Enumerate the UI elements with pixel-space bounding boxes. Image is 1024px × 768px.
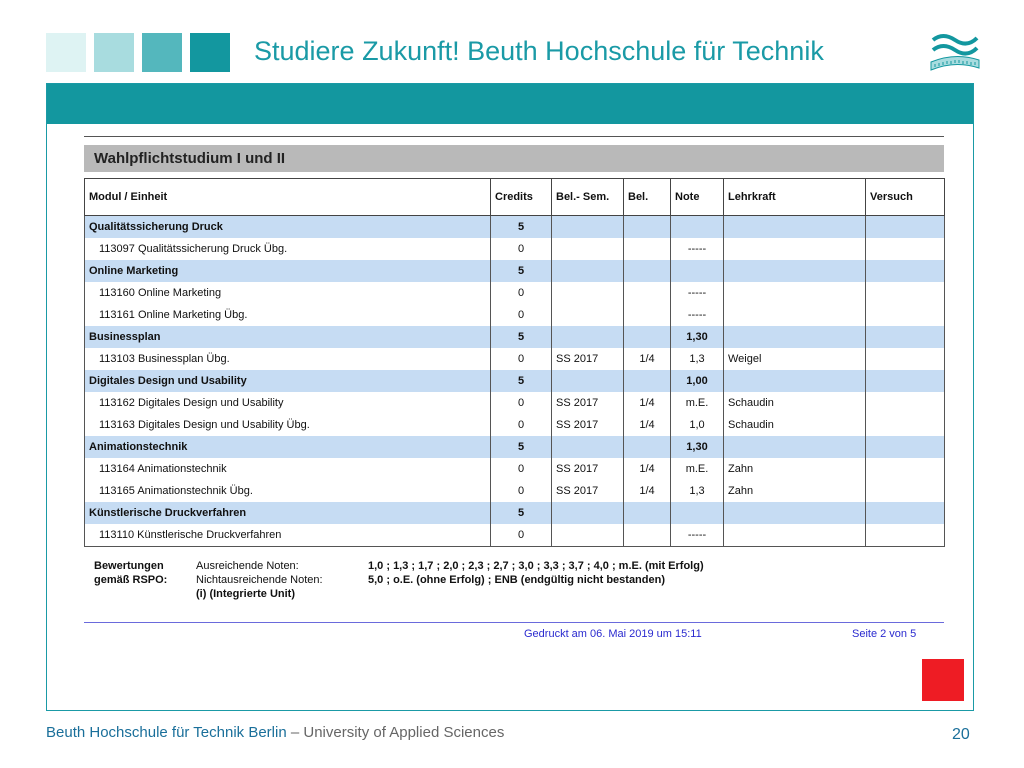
cell-bel [624, 216, 671, 239]
cell-attempt [866, 414, 945, 436]
col-header-credits: Credits [491, 179, 552, 216]
cell-semester: SS 2017 [552, 480, 624, 502]
cell-attempt [866, 502, 945, 524]
cell-teacher [724, 502, 866, 524]
cell-semester: SS 2017 [552, 458, 624, 480]
cell-note: ----- [671, 282, 724, 304]
cell-bel: 1/4 [624, 480, 671, 502]
module-row [85, 326, 945, 348]
cell-name: 113161 Online Marketing Übg. [85, 304, 491, 326]
cell-teacher [724, 436, 866, 458]
header-square-2 [94, 33, 134, 72]
cell-semester [552, 304, 624, 326]
cell-name: 113163 Digitales Design und Usability Übg. [85, 414, 491, 436]
cell-credits: 5 [491, 436, 552, 458]
cell-teacher [724, 216, 866, 239]
cell-bel [624, 282, 671, 304]
cell-attempt [866, 458, 945, 480]
cell-semester [552, 436, 624, 458]
legend-failing-values: 5,0 ; o.E. (ohne Erfolg) ; ENB (endgültig nicht bestanden) [368, 574, 665, 586]
cell-teacher [724, 326, 866, 348]
footer-institution-name: Beuth Hochschule für Technik Berlin [46, 724, 287, 741]
cell-attempt [866, 326, 945, 348]
cell-note: 1,00 [671, 370, 724, 392]
unit-row [85, 414, 945, 436]
teal-header-band [47, 84, 973, 124]
cell-attempt [866, 370, 945, 392]
cell-bel [624, 524, 671, 547]
cell-credits: 5 [491, 216, 552, 239]
document-bottom-rule [84, 622, 944, 623]
cell-attempt [866, 524, 945, 547]
cell-teacher: Weigel [724, 348, 866, 370]
module-row [85, 502, 945, 524]
cell-semester [552, 260, 624, 282]
red-square-marker [922, 659, 964, 701]
cell-teacher: Schaudin [724, 392, 866, 414]
cell-note: m.E. [671, 392, 724, 414]
cell-note: m.E. [671, 458, 724, 480]
cell-attempt [866, 480, 945, 502]
cell-bel: 1/4 [624, 348, 671, 370]
cell-bel [624, 260, 671, 282]
cell-teacher: Schaudin [724, 414, 866, 436]
cell-bel: 1/4 [624, 392, 671, 414]
header-square-4 [190, 33, 230, 72]
beuth-logo-icon [927, 30, 983, 76]
cell-bel [624, 436, 671, 458]
cell-note [671, 502, 724, 524]
cell-bel [624, 326, 671, 348]
cell-bel: 1/4 [624, 458, 671, 480]
module-row [85, 436, 945, 458]
cell-attempt [866, 392, 945, 414]
module-row [85, 260, 945, 282]
unit-row [85, 304, 945, 326]
unit-row [85, 480, 945, 502]
cell-name: 113165 Animationstechnik Übg. [85, 480, 491, 502]
cell-name: 113110 Künstlerische Druckverfahren [85, 524, 491, 547]
cell-attempt [866, 238, 945, 260]
module-row [85, 216, 945, 239]
cell-attempt [866, 436, 945, 458]
cell-note: ----- [671, 304, 724, 326]
cell-semester [552, 502, 624, 524]
cell-name: Online Marketing [85, 260, 491, 282]
cell-teacher [724, 282, 866, 304]
cell-credits: 0 [491, 348, 552, 370]
cell-teacher [724, 304, 866, 326]
cell-semester [552, 282, 624, 304]
slide-title: Studiere Zukunft! Beuth Hochschule für Technik [254, 36, 824, 66]
cell-credits: 0 [491, 392, 552, 414]
cell-semester [552, 370, 624, 392]
col-header-module: Modul / Einheit [85, 179, 491, 216]
unit-row [85, 392, 945, 414]
col-header-attempt: Versuch [866, 179, 945, 216]
cell-credits: 0 [491, 524, 552, 547]
cell-teacher: Zahn [724, 458, 866, 480]
legend-passing-label: Ausreichende Noten: [196, 560, 299, 572]
cell-note: ----- [671, 524, 724, 547]
cell-credits: 5 [491, 326, 552, 348]
cell-name: Businessplan [85, 326, 491, 348]
cell-credits: 0 [491, 238, 552, 260]
document-top-rule [84, 136, 944, 137]
cell-credits: 0 [491, 480, 552, 502]
cell-credits: 0 [491, 414, 552, 436]
legend-integrated: (i) (Integrierte Unit) [196, 588, 295, 600]
cell-credits: 0 [491, 304, 552, 326]
cell-teacher [724, 238, 866, 260]
cell-semester [552, 326, 624, 348]
col-header-bel: Bel. [624, 179, 671, 216]
legend-failing-label: Nichtausreichende Noten: [196, 574, 323, 586]
cell-semester [552, 238, 624, 260]
cell-semester [552, 524, 624, 547]
header-square-1 [46, 33, 86, 72]
document-title: Wahlpflichtstudium I und II [84, 145, 944, 172]
cell-credits: 0 [491, 282, 552, 304]
cell-credits: 5 [491, 502, 552, 524]
printed-date: Gedruckt am 06. Mai 2019 um 15:11 [524, 628, 702, 640]
cell-bel [624, 502, 671, 524]
module-row [85, 370, 945, 392]
page-info: Seite 2 von 5 [852, 628, 917, 640]
cell-teacher: Zahn [724, 480, 866, 502]
unit-row [85, 348, 945, 370]
col-header-teacher: Lehrkraft [724, 179, 866, 216]
legend-passing-values: 1,0 ; 1,3 ; 1,7 ; 2,0 ; 2,3 ; 2,7 ; 3,0 ; 3,3 ; 3,7 ; 4,0 ; m.E. (mit Erfolg) [368, 560, 704, 572]
cell-credits: 5 [491, 370, 552, 392]
cell-teacher [724, 370, 866, 392]
unit-row [85, 458, 945, 480]
cell-semester [552, 216, 624, 239]
cell-note: 1,0 [671, 414, 724, 436]
cell-name: 113162 Digitales Design und Usability [85, 392, 491, 414]
cell-note [671, 216, 724, 239]
cell-bel [624, 238, 671, 260]
cell-note [671, 260, 724, 282]
cell-attempt [866, 282, 945, 304]
unit-row [85, 282, 945, 304]
table-header-row [85, 179, 945, 216]
legend-label-1: Bewertungen [94, 560, 164, 572]
cell-name: Qualitätssicherung Druck [85, 216, 491, 239]
cell-credits: 5 [491, 260, 552, 282]
unit-row [85, 524, 945, 547]
cell-teacher [724, 260, 866, 282]
cell-teacher [724, 524, 866, 547]
cell-attempt [866, 348, 945, 370]
cell-name: 113160 Online Marketing [85, 282, 491, 304]
cell-attempt [866, 260, 945, 282]
cell-semester: SS 2017 [552, 414, 624, 436]
legend-label-2: gemäß RSPO: [94, 574, 168, 586]
cell-attempt [866, 216, 945, 239]
cell-name: 113164 Animationstechnik [85, 458, 491, 480]
cell-bel: 1/4 [624, 414, 671, 436]
col-header-note: Note [671, 179, 724, 216]
col-header-semester: Bel.- Sem. [552, 179, 624, 216]
header-square-3 [142, 33, 182, 72]
footer-institution-subtitle: – University of Applied Sciences [286, 724, 505, 741]
slide-number: 20 [952, 726, 970, 743]
cell-semester: SS 2017 [552, 392, 624, 414]
cell-semester: SS 2017 [552, 348, 624, 370]
cell-name: Animationstechnik [85, 436, 491, 458]
cell-note: 1,30 [671, 436, 724, 458]
cell-name: 113097 Qualitätssicherung Druck Übg. [85, 238, 491, 260]
cell-note: ----- [671, 238, 724, 260]
cell-note: 1,3 [671, 480, 724, 502]
grade-table [84, 178, 945, 547]
cell-note: 1,3 [671, 348, 724, 370]
footer-institution [46, 724, 504, 741]
unit-row [85, 238, 945, 260]
cell-name: Künstlerische Druckverfahren [85, 502, 491, 524]
cell-name: Digitales Design und Usability [85, 370, 491, 392]
cell-credits: 0 [491, 458, 552, 480]
cell-name: 113103 Businessplan Übg. [85, 348, 491, 370]
cell-bel [624, 304, 671, 326]
cell-bel [624, 370, 671, 392]
cell-note: 1,30 [671, 326, 724, 348]
cell-attempt [866, 304, 945, 326]
